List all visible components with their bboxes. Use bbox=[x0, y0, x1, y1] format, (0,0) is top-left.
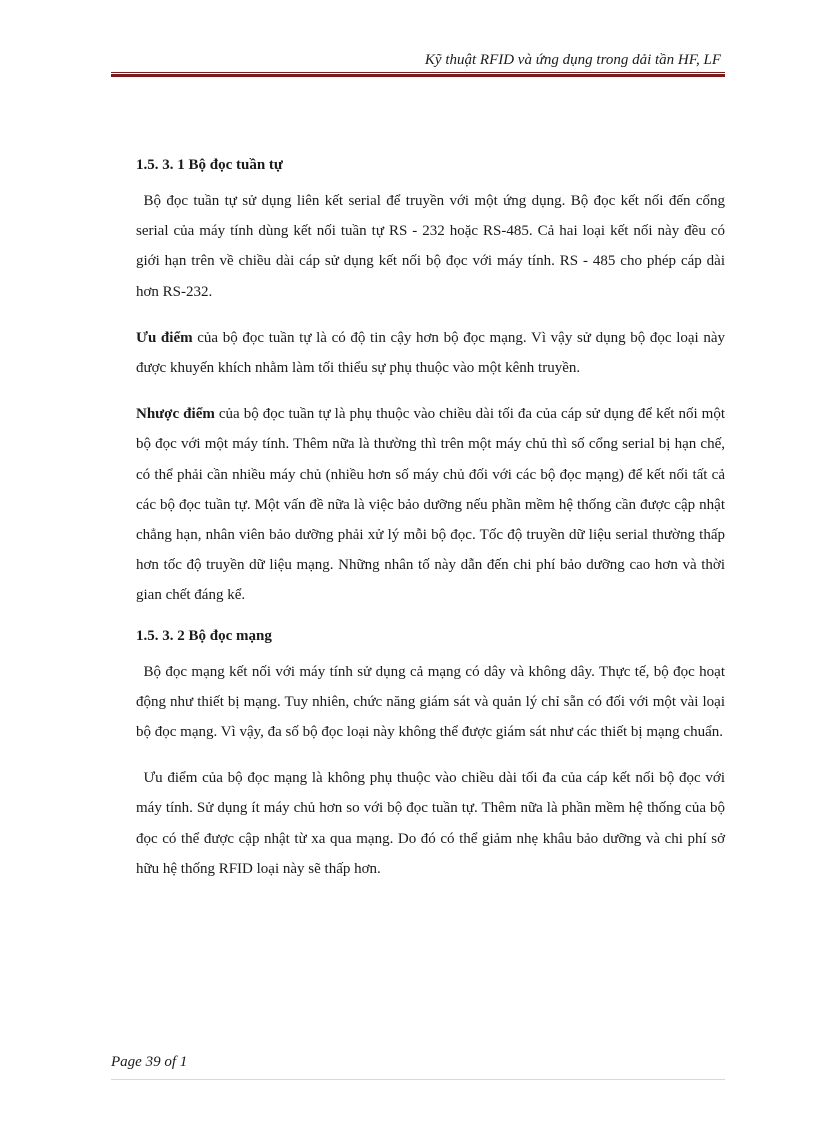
paragraph-network-advantages bbox=[136, 763, 725, 884]
paragraph-serial-intro bbox=[136, 186, 725, 307]
paragraph-text: Bộ đọc tuần tự sử dụng liên kết serial để truyền với một ứng dụng. Bộ đọc kết nối đến cổng serial của máy tính dùng kết nối tuần tự RS - 232 hoặc RS-485. Cả hai loại kết nối này đều có giới hạn trên về chiều dài cáp sử dụng kết nối bộ đọc với máy tính. RS - 485 cho phép cáp dài hơn RS-232. bbox=[136, 193, 725, 300]
page-number: Page 39 of 1 bbox=[111, 1054, 188, 1070]
header-rule-thick bbox=[111, 74, 725, 77]
paragraph-serial-disadvantages bbox=[136, 399, 725, 610]
document-body bbox=[136, 150, 725, 884]
paragraph-text: Ưu điểm của bộ đọc mạng là không phụ thuộc vào chiều dài tối đa của cáp kết nối bộ đọc với máy tính. Sử dụng ít máy chủ hơn so với bộ đọc tuần tự. Thêm nữa là phần mềm hệ thống của bộ đọc có thể được cập nhật từ xa qua mạng. Do đó có thể giảm nhẹ khâu bảo dưỡng và chi phí sở hữu hệ thống RFID loại này sẽ thấp hơn. bbox=[136, 770, 725, 877]
section-heading-network-reader: 1.5. 3. 2 Bộ đọc mạng bbox=[136, 627, 272, 644]
header-rule-thin bbox=[111, 72, 725, 73]
paragraph-serial-advantages bbox=[136, 323, 725, 383]
section-heading-serial-reader: 1.5. 3. 1 Bộ đọc tuần tự bbox=[136, 157, 283, 173]
paragraph-lead-term: Nhược điểm bbox=[136, 406, 215, 423]
paragraph-network-intro bbox=[136, 657, 725, 748]
paragraph-text: của bộ đọc tuần tự là phụ thuộc vào chiều dài tối đa của cáp sử dụng để kết nối một bộ đọc với một máy tính. Thêm nữa là thường thì trên một máy chủ thì số cổng serial bị hạn chế, có thể phải cần nhiều máy chủ (nhiều hơn số máy chủ đối với các bộ đọc mạng) để kết nối tất cả các bộ đọc tuần tự. Một vấn đề nữa là việc bảo dưỡng nếu phần mềm hệ thống cần được cập nhật chẳng hạn, nhân viên bảo dưỡng phải xử lý mỗi bộ đọc. Tốc độ truyền dữ liệu serial thường thấp hơn tốc độ truyền dữ liệu mạng. Những nhân tố này dẫn đến chi phí bảo dưỡng cao hơn và thời gian chết đáng kể. bbox=[136, 406, 725, 604]
paragraph-lead-term: Ưu điểm bbox=[136, 329, 193, 346]
paragraph-text: Bộ đọc mạng kết nối với máy tính sử dụng cả mạng có dây và không dây. Thực tế, bộ đọc hoạt động như thiết bị mạng. Tuy nhiên, chức năng giám sát và quản lý chỉ sẵn có đối với một vài loại bộ đọc mạng. Vì vậy, đa số bộ đọc loại này không thể được giám sát như các thiết bị mạng chuẩn. bbox=[136, 663, 725, 741]
paragraph-text: của bộ đọc tuần tự là có độ tin cậy hơn bộ đọc mạng. Vì vậy sử dụng bộ đọc loại này được khuyến khích nhằm làm tối thiểu sự phụ thuộc vào một kênh truyền. bbox=[136, 329, 725, 377]
footer-rule bbox=[111, 1079, 725, 1080]
running-header-title: Kỹ thuật RFID và ứng dụng trong dải tần HF, LF bbox=[424, 52, 721, 68]
